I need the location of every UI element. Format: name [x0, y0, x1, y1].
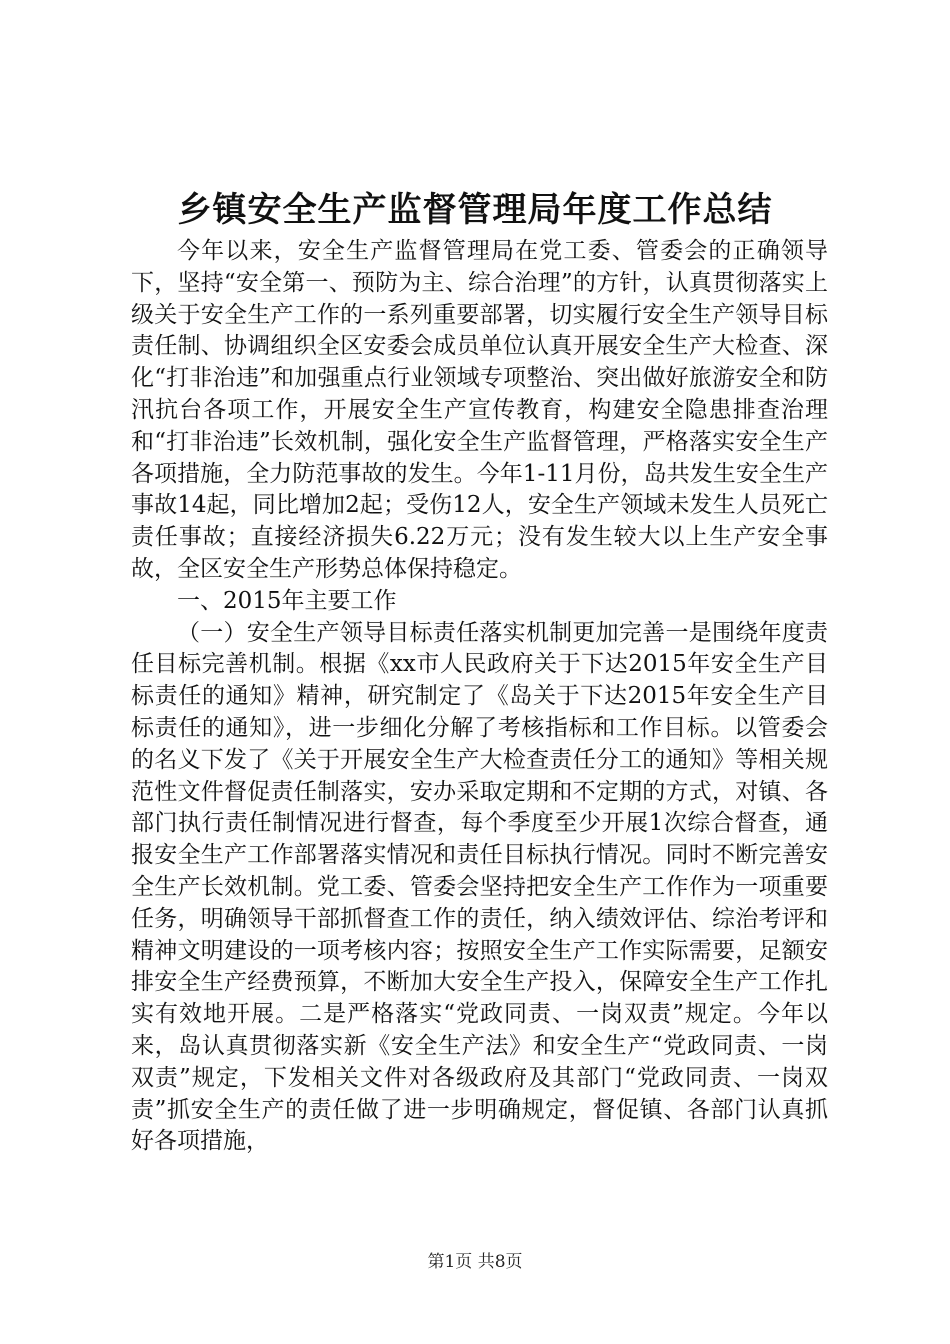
document-title: 乡镇安全生产监督管理局年度工作总结	[177, 190, 773, 230]
paragraph-intro: 今年以来，安全生产监督管理局在党工委、管委会的正确领导下，坚持“安全第一、预防为主、综合治理”的方针，认真贯彻落实上级关于安全生产工作的一系列重要部署，切实履行安全生产领导目标责任制、协调组织全区安委会成员单位认真开展安全生产大检查、深化“打非治违”和加强重点行业领域专项整治、突出做好旅游安全和防汛抗台各项工作，开展安全生产宣传教育，构建安全隐患排查治理和“打非治违”长效机制，强化安全生产监督管理，严格落实安全生产各项措施，全力防范事故的发生。今年1-11月份，岛共发生安全生产事故14起，同比增加2起；受伤12人，安全生产领域未发生人员死亡责任事故；直接经济损失6.22万元；没有发生较大以上生产安全事故，全区安全生产形势总体保持稳定。	[131, 238, 828, 582]
paragraph-section-1: （一）安全生产领导目标责任落实机制更加完善一是围绕年度责任目标完善机制。根据《xx市人民政府关于下达2015年安全生产目标责任的通知》精神，研究制定了《岛关于下达2015年安全生产目标责任的通知》，进一步细化分解了考核指标和工作目标。以管委会的名义下发了《关于开展安全生产大检查责任分工的通知》等相关规范性文件督促责任制落实，安办采取定期和不定期的方式，对镇、各部门执行责任制情况进行督查，每个季度至少开展1次综合督查，通报安全生产工作部署落实情况和责任目标执行情况。同时不断完善安全生产长效机制。党工委、管委会坚持把安全生产工作作为一项重要任务，明确领导干部抓督查工作的责任，纳入绩效评估、综治考评和精神文明建设的一项考核内容；按照安全生产工作实际需要，足额安排安全生产经费预算，不断加大安全生产投入，保障安全生产工作扎实有效地开展。二是严格落实“党政同责、一岗双责”规定。今年以来，岛认真贯彻落实新《安全生产法》和安全生产“党政同责、一岗双责”规定，下发相关文件对各级政府及其部门“党政同责、一岗双责”抓安全生产的责任做了进一步明确规定，督促镇、各部门认真抓好各项措施，	[131, 619, 828, 1155]
page-number: 第1页 共8页	[427, 1252, 523, 1272]
section-heading: 一、2015年主要工作	[177, 587, 397, 614]
document-body	[131, 236, 828, 1158]
